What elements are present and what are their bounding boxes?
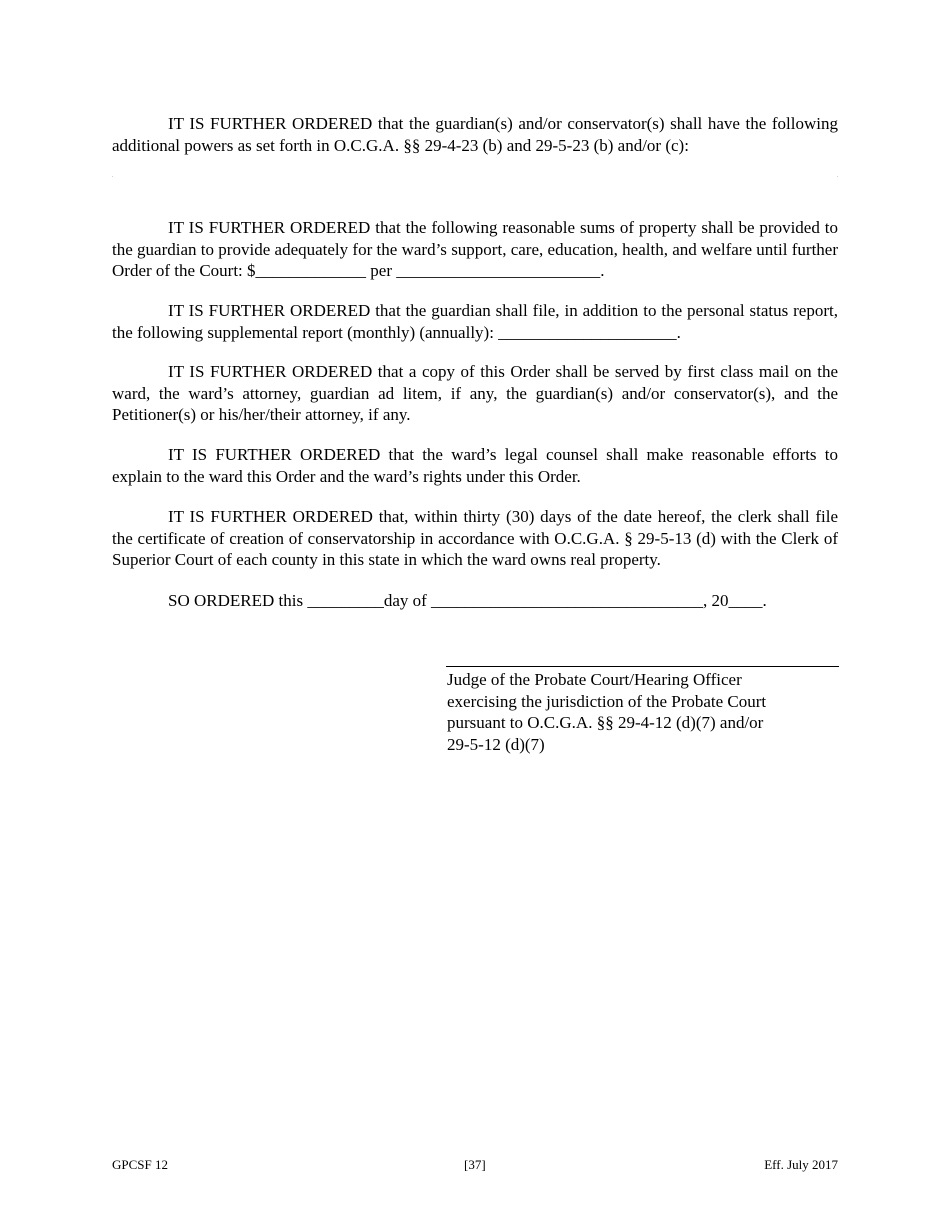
paragraph-reasonable-sums: IT IS FURTHER ORDERED that the following reasonable sums of property shall be provided to the guardian to provide adequately for the ward’s support, care, education, health, and welfare until further Order of the Court: $_____________ per ________________________. bbox=[112, 218, 838, 280]
form-field-marker-left bbox=[112, 176, 113, 177]
footer-page-number: [37] bbox=[464, 1157, 486, 1172]
paragraph-service-copy: IT IS FURTHER ORDERED that a copy of this Order shall be served by first class mail on the ward, the ward’s attorney, guardian ad litem, if any, the guardian(s) and/or conservator(s), and the Petitioner(s) or his/her/their attorney, if any. bbox=[112, 362, 838, 424]
signature-block bbox=[447, 669, 827, 755]
footer-effective-date: Eff. July 2017 bbox=[764, 1157, 838, 1172]
signature-title-line-2: exercising the jurisdiction of the Probate Court bbox=[447, 691, 767, 711]
form-field-marker-right bbox=[837, 176, 838, 177]
signature-line bbox=[446, 666, 839, 667]
paragraph-supplemental-report: IT IS FURTHER ORDERED that the guardian shall file, in addition to the personal status report, the following supplemental report (monthly) (annually): _____________________. bbox=[112, 301, 838, 342]
paragraph-certificate-filing: IT IS FURTHER ORDERED that, within thirty (30) days of the date hereof, the clerk shall file the certificate of creation of conservatorship in accordance with O.C.G.A. § 29-5-13 (d) with the Clerk of Superior Court of each county in this state in which the ward owns real property. bbox=[112, 507, 838, 569]
signature-title-line-1: Judge of the Probate Court/Hearing Officer bbox=[447, 670, 742, 689]
paragraph-additional-powers: IT IS FURTHER ORDERED that the guardian(s) and/or conservator(s) shall have the following additional powers as set forth in O.C.G.A. §§ 29-4-23 (b) and 29-5-23 (b) and/or (c): bbox=[112, 114, 838, 155]
signature-title-line-4: 29-5-12 (d)(7) bbox=[447, 734, 545, 754]
paragraph-legal-counsel: IT IS FURTHER ORDERED that the ward’s legal counsel shall make reasonable efforts to explain to the ward this Order and the ward’s rights under this Order. bbox=[112, 445, 838, 486]
so-ordered-line: SO ORDERED this _________day of ________________________________, 20____. bbox=[168, 591, 767, 610]
footer-form-id: GPCSF 12 bbox=[112, 1157, 168, 1172]
signature-title-line-3: pursuant to O.C.G.A. §§ 29-4-12 (d)(7) and/or bbox=[447, 713, 764, 732]
